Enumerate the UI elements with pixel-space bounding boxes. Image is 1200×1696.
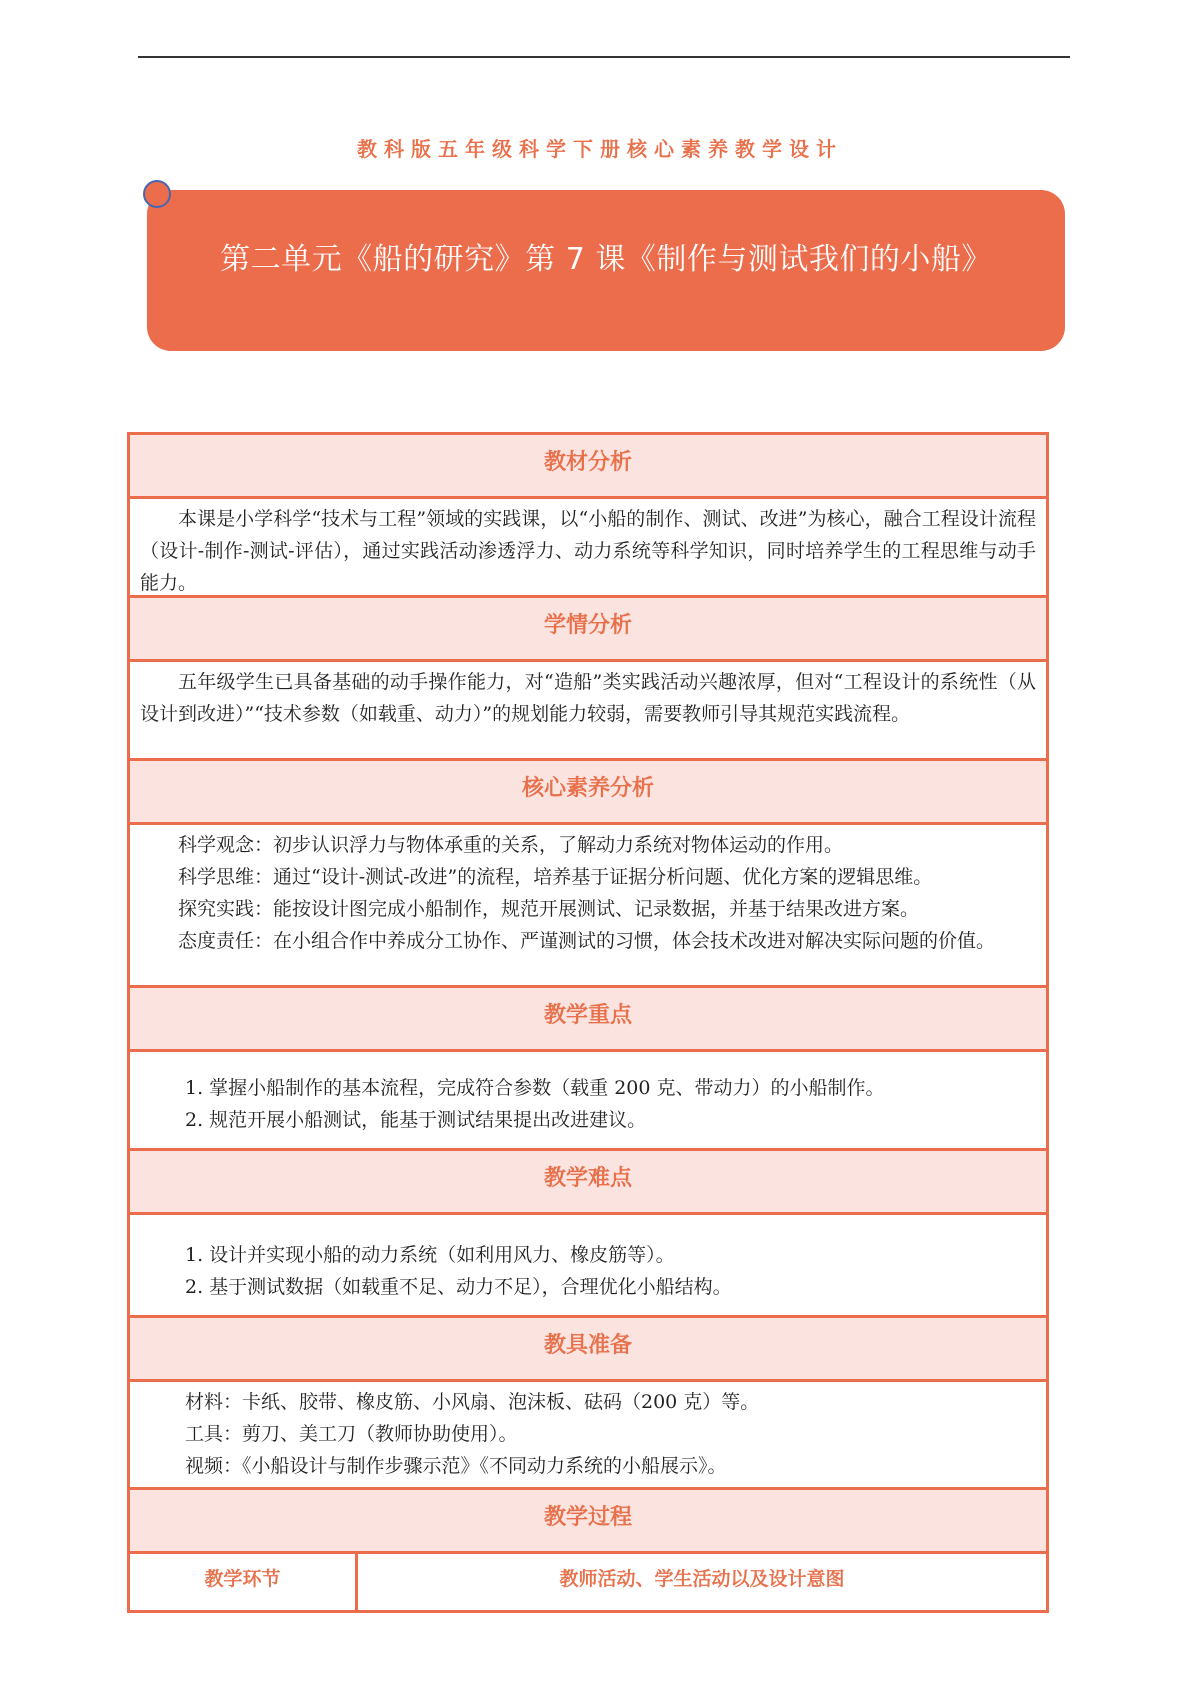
section-heading-literacy: 核心素养分析 <box>130 761 1046 825</box>
top-rule <box>138 56 1070 58</box>
section-body-materials <box>130 1382 1046 1490</box>
difficulty-item: 1. 设计并实现小船的动力系统（如利用风力、橡皮筋等）。 <box>185 1244 675 1266</box>
section-heading-process: 教学过程 <box>130 1490 1046 1554</box>
textbook-analysis-text: 本课是小学科学“技术与工程”领域的实践课，以“小船的制作、测试、改进”为核心，融合工程设计流程（设计-制作-测试-评估），通过实践活动渗透浮力、动力系统等科学知识，同时培养学生的工程思维与动手能力。 <box>140 508 1036 594</box>
material-item: 工具：剪刀、美工刀（教师协助使用）。 <box>185 1423 518 1445</box>
process-col-activities: 教师活动、学生活动以及设计意图 <box>559 1568 845 1590</box>
section-body-literacy <box>130 825 1046 988</box>
section-heading-learners: 学情分析 <box>130 598 1046 662</box>
process-col-stage: 教学环节 <box>130 1554 358 1610</box>
section-heading-textbook: 教材分析 <box>130 435 1046 499</box>
banner-dot-icon <box>143 180 171 208</box>
lesson-plan-table <box>127 432 1049 1613</box>
literacy-item: 态度责任：在小组合作中养成分工协作、严谨测试的习惯，体会技术改进对解决实际问题的价值。 <box>178 930 996 952</box>
difficulty-item: 2. 基于测试数据（如载重不足、动力不足），合理优化小船结构。 <box>185 1276 732 1298</box>
lesson-banner <box>147 190 1065 351</box>
literacy-item: 科学思维：通过“设计-测试-改进”的流程，培养基于证据分析问题、优化方案的逻辑思维。 <box>178 866 933 888</box>
section-body-learners <box>130 662 1046 761</box>
key-point-item: 1. 掌握小船制作的基本流程，完成符合参数（载重 200 克、带动力）的小船制作。 <box>185 1077 885 1099</box>
section-body-difficulties <box>130 1215 1046 1318</box>
section-heading-key-points: 教学重点 <box>130 988 1046 1052</box>
book-title: 教科版五年级科学下册核心素养教学设计 <box>357 137 843 161</box>
learner-analysis-text: 五年级学生已具备基础的动手操作能力，对“造船”类实践活动兴趣浓厚，但对“工程设计的系统性（从设计到改进）”“技术参数（如载重、动力）”的规划能力较弱，需要教师引导其规范实践流程。 <box>140 671 1036 725</box>
key-point-item: 2. 规范开展小船测试，能基于测试结果提出改进建议。 <box>185 1109 647 1131</box>
literacy-item: 科学观念：初步认识浮力与物体承重的关系，了解动力系统对物体运动的作用。 <box>178 834 844 856</box>
process-table-header <box>130 1554 1046 1610</box>
literacy-item: 探究实践：能按设计图完成小船制作，规范开展测试、记录数据，并基于结果改进方案。 <box>178 898 920 920</box>
material-item: 视频：《小船设计与制作步骤示范》《不同动力系统的小船展示》。 <box>185 1455 727 1477</box>
material-item: 材料：卡纸、胶带、橡皮筋、小风扇、泡沫板、砝码（200 克）等。 <box>185 1391 760 1413</box>
section-body-key-points <box>130 1052 1046 1151</box>
lesson-title: 第二单元《船的研究》第 7 课《制作与测试我们的小船》 <box>220 241 992 277</box>
section-heading-materials: 教具准备 <box>130 1318 1046 1382</box>
section-body-textbook <box>130 499 1046 598</box>
section-heading-difficulties: 教学难点 <box>130 1151 1046 1215</box>
